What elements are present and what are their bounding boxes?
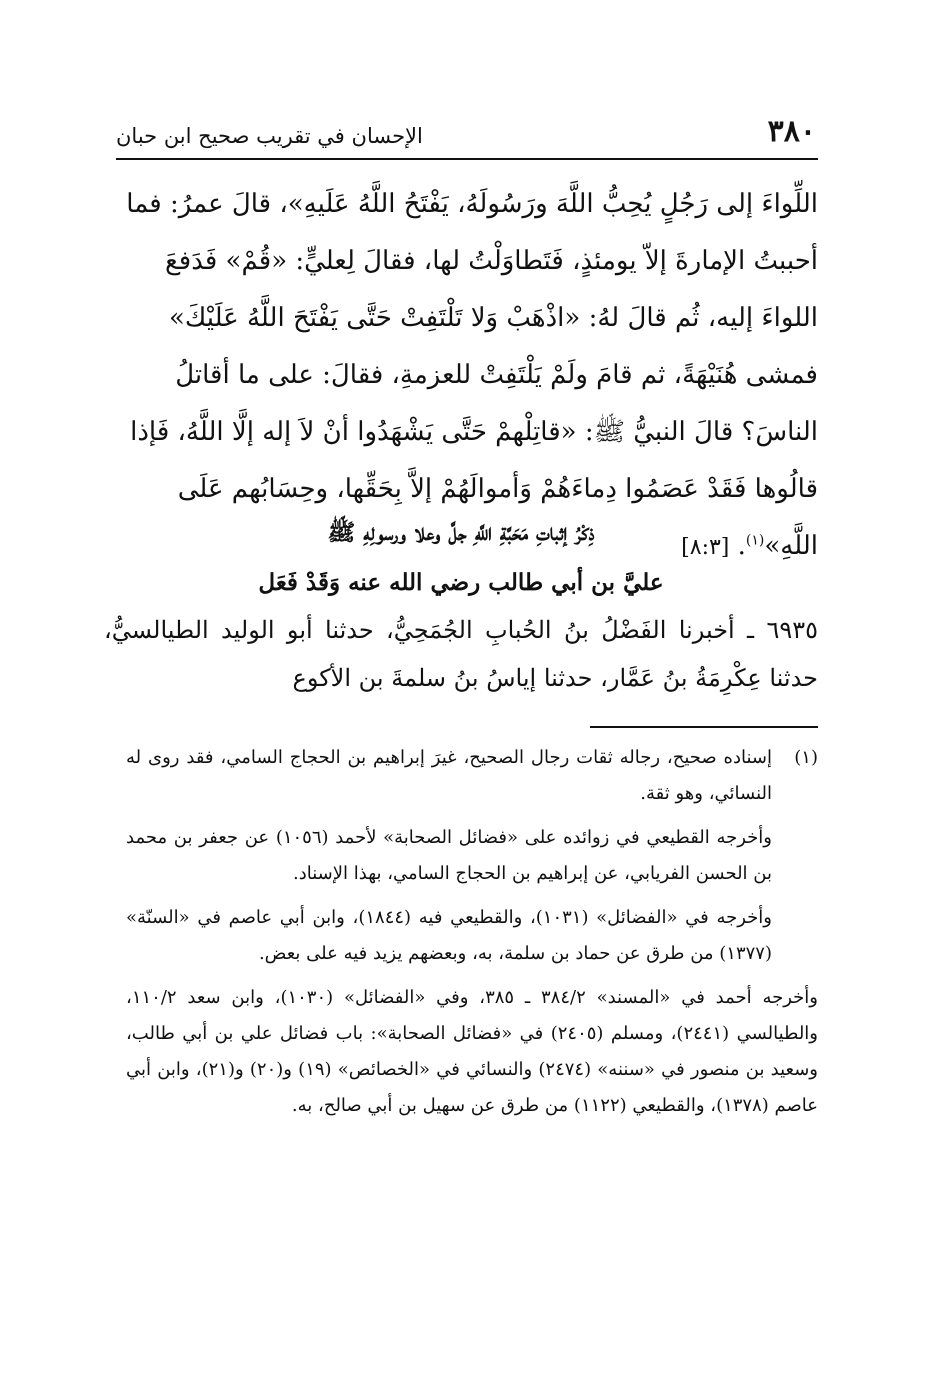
hadith-text	[104, 606, 818, 702]
footnote-number: (١)	[794, 747, 818, 768]
page-number: ٣٨٠	[767, 114, 816, 149]
footnote-marker: (١)	[745, 532, 765, 549]
footnote-paragraph-4: وأخرجه أحمد في «المسند» ٣٨٤/٢ ـ ٣٨٥، وفي «الفضائل» (١٠٣٠)، وابن سعد ١١٠/٢، والطيالسي (٢٤٤١)، ومسلم (٢٤٠٥) في «فضائل الصحابة»: باب فضائل علي بن أبي طالب، وسعيد بن منصور في «سننه» (٢٤٧٤) والنسائي في «الخصائص» (١٩) و(٢٠) و(٢١)، وابن أبي عاصم (١٣٧٨)، والقطيعي (١١٢٢) من طرق عن سهيل بن أبي صالح، به.	[126, 987, 818, 1116]
main-period: .	[737, 531, 746, 561]
main-paragraph-text: اللِّواءَ إلى رَجُلٍ يُحِبُّ اللَّهَ ورَسُولَهُ، يَفْتَحُ اللَّهُ عَلَيهِ»، قالَ عمرُ: فما أحببتُ الإمارةَ إلاّ يومئذٍ، فَتَطاوَلْتُ لها، فقالَ لِعليٍّ: «قُمْ» فَدَفعَ اللواءَ إليه، ثُم قالَ لهُ: «اذْهَبْ وَلا تَلْتَفِتْ حَتَّى يَفْتَحَ اللَّهُ عَلَيْكَ» فمشى هُنَيْهَةً، ثم قامَ ولَمْ يَلْتَفِتْ للعزمةِ، فقالَ: على ما أقاتلُ الناسَ؟ قالَ النبيُّ ﷺ: «قاتِلْهمْ حَتَّى يَشْهَدُوا أنْ لاَ إله إلَّا اللَّهُ، فَإذا قالُوها فَقَدْ عَصَمُوا دِماءَهُمْ وَأموالَهُمْ إلاَّ بِحَقِّها، وحِسَابُهم عَلَى اللَّهِ»	[126, 189, 818, 561]
section-heading	[104, 508, 818, 608]
footnote-rule	[590, 726, 818, 728]
footnote-1	[126, 740, 818, 812]
footnote-paragraph-2: وأخرجه القطيعي في زوائده على «فضائل الصحابة» لأحمد (١٠٥٦) عن جعفر بن محمد بن الحسن الفريابي، عن إبراهيم بن الحجاج السامي، بهذا الإسناد.	[126, 827, 772, 884]
footnotes	[126, 740, 818, 1132]
footnote-1-text: إسناده صحيح، رجاله ثقات رجال الصحيح، غيرَ إبراهيم بن الحجاج السامي، فقد روى له النسائي، وهو ثقة.	[126, 747, 772, 804]
running-title: الإحسان في تقريب صحيح ابن حبان	[116, 124, 423, 148]
hadith-chain: ٦٩٣٥ ـ أخبرنا الفَضْلُ بنُ الحُبابِ الجُمَحِيُّ، حدثنا أبو الوليد الطيالسيُّ، حدثنا عِكْرِمَةُ بنُ عَمَّار، حدثنا إياسُ بنُ سلمةَ بن الأكوع	[104, 616, 818, 692]
page-header	[116, 112, 816, 156]
footnote-paragraph-3: وأخرجه في «الفضائل» (١٠٣١)، والقطيعي فيه (١٨٤٤)، وابن أبي عاصم في «السنّة» (١٣٧٧) من طرق عن حماد بن سلمة، به، وبعضهم يزيد فيه على بعض.	[126, 907, 772, 964]
section-heading-line-2: عليَّ بن أبي طالب رضي الله عنه وَقَدْ فَعَل	[258, 569, 664, 596]
volume-reference: [٨:٣]	[681, 535, 730, 560]
section-heading-line-1: ذِكْرُ إثباتِ مَحَبَّةِ اللَّهِ جلَّ وعلا ورسولِهِ ﷺ	[327, 519, 595, 546]
header-rule	[116, 158, 818, 160]
